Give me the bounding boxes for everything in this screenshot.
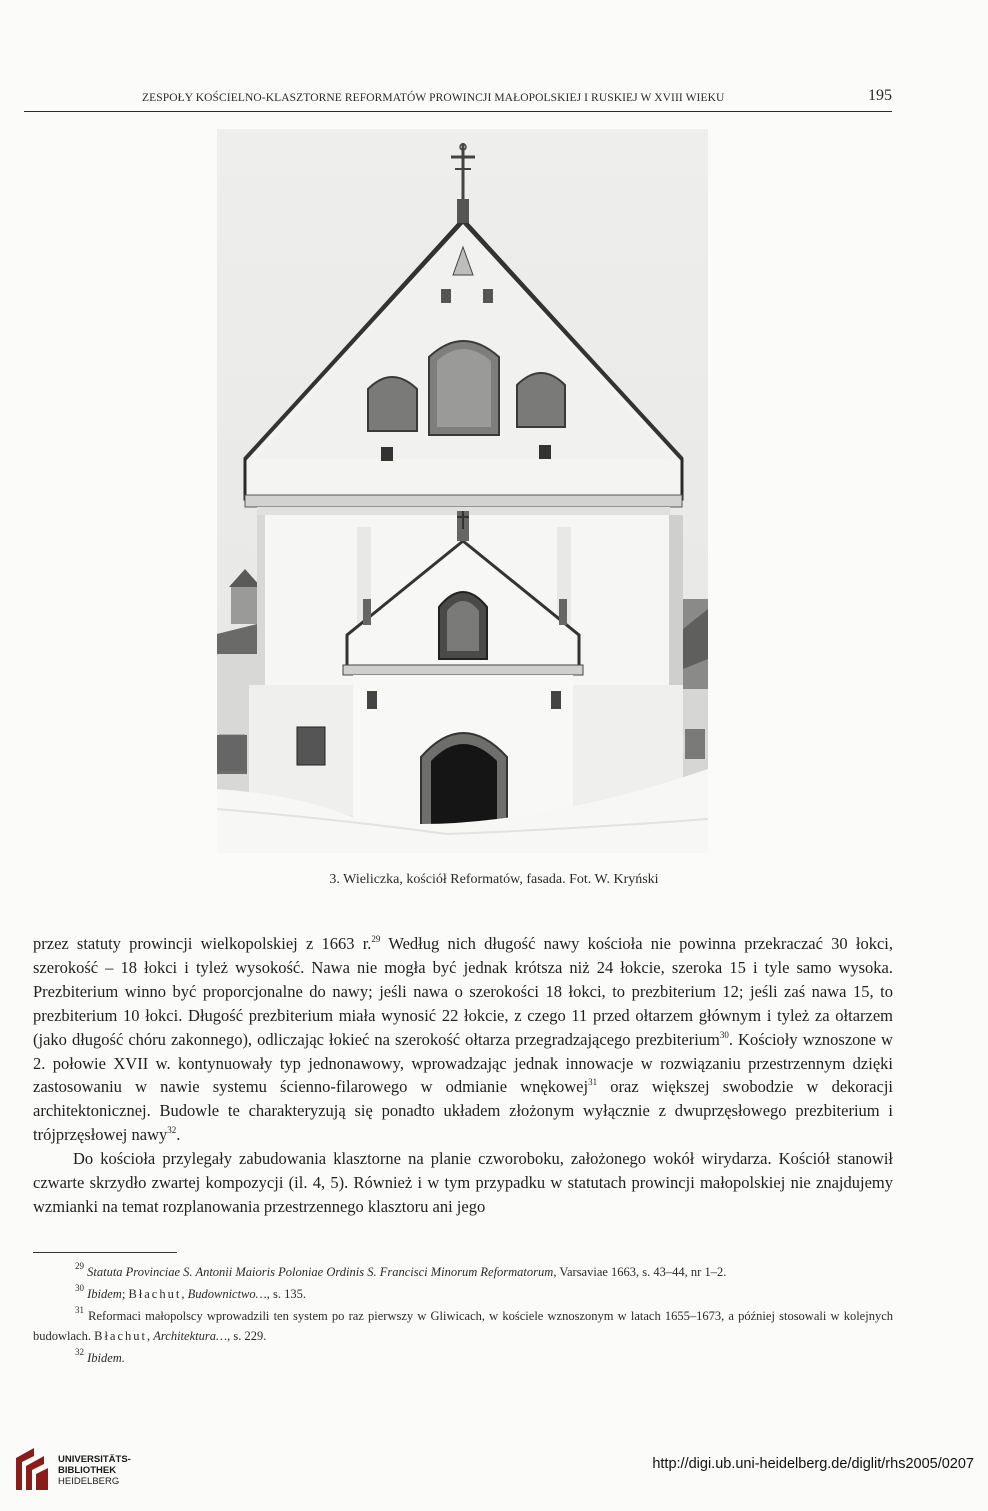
footnote-text: , Varsaviae 1663, s. 43–44, nr 1–2. — [553, 1265, 727, 1279]
footnote-number: 29 — [75, 1261, 84, 1271]
footnote-number: 32 — [75, 1347, 84, 1357]
logo-line-2: BIBLIOTHEK — [58, 1465, 117, 1476]
logo-line-3: HEIDELBERG — [58, 1476, 120, 1487]
footnote-text: , — [147, 1329, 154, 1343]
footnote-ibidem: Ibidem. — [87, 1351, 125, 1365]
logo-line-1: UNIVERSITÄTS- — [58, 1454, 131, 1465]
footnote-author: Błachut — [94, 1329, 147, 1343]
text-run: oraz większej swobodzie w dekoracji architektonicznej. Budowle te charakteryzują się ponadto układem złożonym wyłącznie z dwuprzęsłowego prezbiterium i trójprzęsłowej nawy — [33, 1077, 893, 1145]
text-run: przez statuty prowincji wielkopolskiej z 1663 r. — [33, 934, 372, 953]
footnote-title: Statuta Provinciae S. Antonii Maioris Poloniae Ordinis S. Francisci Minorum Reformatorum — [87, 1265, 554, 1279]
church-door — [421, 733, 507, 825]
source-url[interactable]: http://digi.ub.uni-heidelberg.de/diglit/rhs2005/0207 — [652, 1456, 974, 1472]
footnote-number: 30 — [75, 1283, 84, 1293]
footnote-ibidem: Ibidem — [87, 1287, 122, 1301]
church-facade-photo — [217, 129, 708, 853]
running-header — [24, 89, 892, 112]
footnote-work: Budownictwo… — [187, 1287, 267, 1301]
footnote-text: , s. 229. — [227, 1329, 267, 1343]
footnote-work: Architektura… — [153, 1329, 228, 1343]
footnotes — [33, 1262, 893, 1370]
footnote-number: 31 — [75, 1305, 84, 1315]
text-run: . Kościoły wznoszone w 2. połowie XVII w. kontynuowały typ jednonawowy, wprowadzając jednak innowacje w rozwiązaniu przestrzennym dzięki zastosowaniu w nawie systemu ścienno-filarowego w odmianie wnękowej — [33, 1029, 893, 1097]
library-logo-icon — [12, 1446, 52, 1492]
footnote-ref: 31 — [588, 1077, 598, 1088]
footnote-31 — [33, 1306, 893, 1346]
footnote-ref: 30 — [719, 1029, 729, 1040]
footnote-ref: 32 — [167, 1125, 177, 1136]
footnote-text: , — [181, 1287, 188, 1301]
footnote-text: , s. 135. — [266, 1287, 307, 1301]
footnote-author: Błachut — [128, 1287, 182, 1301]
text-run: . — [176, 1125, 181, 1145]
footnote-text: ; — [121, 1287, 129, 1301]
paragraph: Do kościoła przylegały zabudowania klasztorne na planie czworoboku, założonego wokół wirydarza. Kościół stanowił czwarte skrzydło zwartej kompozycji (il. 4, 5). Również i w tym przypadku w statutach prowincji małopolskiej nie znajdujemy wzmianki na temat rozplanowania przestrzennego klasztoru ani jego — [33, 1149, 893, 1216]
footnote-divider — [33, 1252, 177, 1253]
footnote-30 — [33, 1284, 893, 1304]
footnote-29 — [33, 1262, 893, 1282]
body-text — [33, 932, 893, 1219]
figure-caption: 3. Wieliczka, kościół Reformatów, fasada. Fot. W. Kryński — [329, 872, 659, 887]
library-logo — [12, 1446, 152, 1496]
paragraph — [33, 932, 893, 1147]
footnote-ref: 29 — [371, 934, 381, 944]
footnote-text: Reformaci małopolscy wprowadzili ten system po raz pierwszy w Gliwicach, w kościele wznoszonym w latach 1655–1673, a później stosowali w kolejnych budowlach. — [33, 1309, 893, 1343]
footnote-32 — [33, 1348, 893, 1368]
running-title: ZESPOŁY KOŚCIELNO-KLASZTORNE REFORMATÓW PROWINCJI MAŁOPOLSKIEJ I RUSKIEJ W XVIII WIEKU — [142, 92, 725, 104]
page-number: 195 — [868, 87, 892, 104]
text-run: Według nich długość nawy kościoła nie powinna przekraczać 30 łokci, szerokość – 18 łokci i tyleż wysokość. Nawa nie mogła być jednak krótsza niż 24 łokcie, szeroka 15 i tyle samo wysoka. Prezbiterium winno być proporcjonalne do nawy; jeśli nawa o szerokości 18 łokci, to prezbiterium 12; jeśli zaś nawa 15, to prezbiterium 10 łokci. Długość prezbiterium miała wynosić 22 łokcie, z czego 11 przed ołtarzem głównym i tyleż za ołtarzem (jako długość chóru zakonnego), odliczając łokieć na szerokość ołtarza przegradzającego prezbiterium — [33, 934, 893, 1049]
